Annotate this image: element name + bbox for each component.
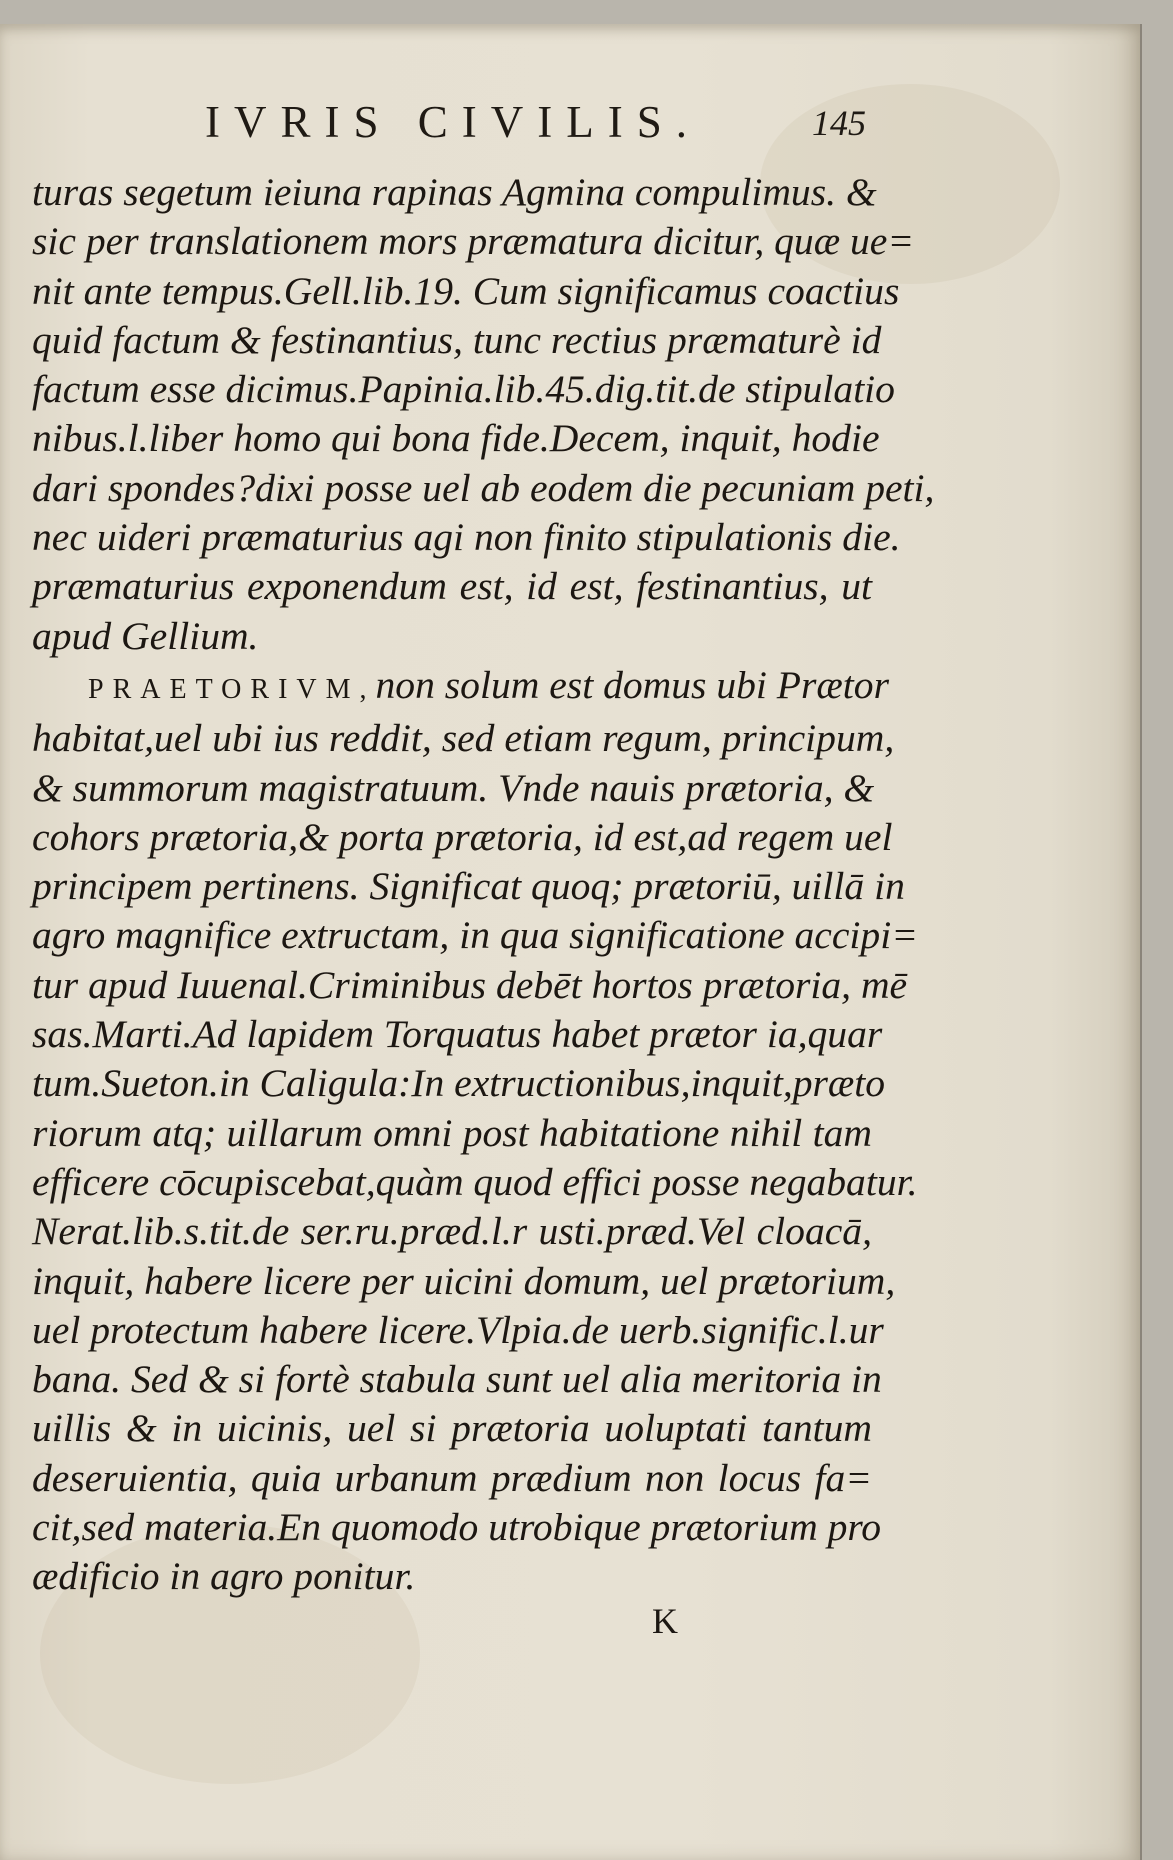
main-text-block (32, 168, 935, 1602)
entry-headword: PRAETORIVM, (88, 673, 376, 705)
running-head-title: IVRIS CIVILIS. (205, 97, 701, 147)
entry-first-line-text: non solum est domus ubi Prætor (375, 662, 889, 707)
text-line: cit,sed materia.En quomodo utrobique prætorium pro (32, 1505, 882, 1550)
page-number: 145 (812, 103, 866, 143)
text-line: inquit, habere licere per uicini domum, uel prætorium, (32, 1258, 896, 1303)
text-line: principem pertinens. Significat quoq; prætoriū, uillā in (32, 864, 905, 909)
text-line: cohors prætoria,& porta prætoria, id est,ad regem uel (32, 814, 893, 859)
text-line: quid factum & festinantius, tunc rectius præmaturè id (32, 317, 882, 362)
text-line: uillis & in uicinis, uel si prætoria uoluptati tantum (32, 1406, 872, 1451)
text-line: habitat,uel ubi ius reddit, sed etiam regum, principum, (32, 716, 895, 761)
text-line: dari spondes?dixi posse uel ab eodem die pecuniam peti, (32, 465, 935, 510)
text-line: uel protectum habere licere.Vlpia.de uerb.signific.l.ur (32, 1307, 884, 1352)
text-line: nec uideri præmaturius agi non finito stipulationis die. (32, 515, 901, 560)
text-line: bana. Sed & si fortè stabula sunt uel alia meritoria in (32, 1357, 882, 1402)
text-line: Nerat.lib.s.tit.de ser.ru.præd.l.r usti.præd.Vel cloacā, (32, 1209, 872, 1254)
entry-first-line (32, 661, 889, 714)
text-line: turas segetum ieiuna rapinas Agmina compulimus. & (32, 170, 877, 214)
text-line: deseruientia, quia urbanum prædium non locus fa= (32, 1455, 872, 1500)
text-line: apud Gellium. (32, 613, 259, 658)
text-line: tum.Sueton.in Caligula:In extructionibus,inquit,præto (32, 1061, 886, 1106)
text-line: agro magnifice extructam, in qua significatione accipi= (32, 913, 918, 958)
text-line: ædificio in agro ponitur. (32, 1554, 416, 1599)
text-line: sic per translationem mors præmatura dicitur, quæ ue= (32, 219, 915, 264)
text-line: efficere cōcupiscebat,quàm quod effici posse negabatur. (32, 1159, 918, 1204)
text-line: nibus.l.liber homo qui bona fide.Decem, inquit, hodie (32, 416, 880, 461)
running-head (0, 96, 1173, 156)
signature-mark: K (652, 1601, 678, 1641)
text-line: riorum atq; uillarum omni post habitatione nihil tam (32, 1110, 872, 1155)
text-line: nit ante tempus.Gell.lib.19. Cum significamus coactius (32, 268, 900, 313)
text-line: & summorum magistratuum. Vnde nauis prætoria, & (32, 765, 875, 810)
text-line: factum esse dicimus.Papinia.lib.45.dig.tit.de stipulatio (32, 367, 895, 412)
text-line: sas.Marti.Ad lapidem Torquatus habet prætor ia,quar (32, 1012, 883, 1057)
text-line: præmaturius exponendum est, id est, festinantius, ut (32, 564, 872, 609)
text-line: tur apud Iuuenal.Criminibus debēt hortos prætoria, mē (32, 962, 908, 1007)
